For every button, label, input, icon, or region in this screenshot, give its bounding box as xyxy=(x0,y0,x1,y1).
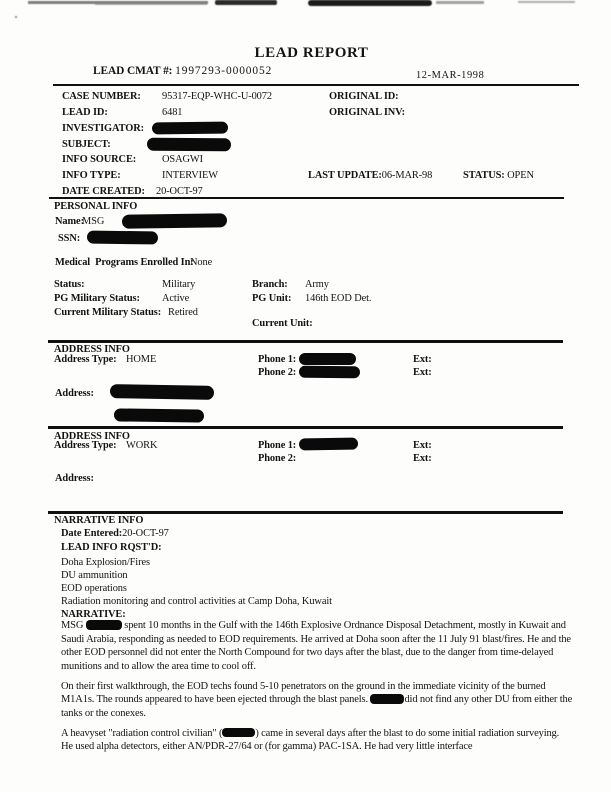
ext2-label-work: Ext: xyxy=(413,453,432,464)
status-value-personal: Military xyxy=(162,279,196,290)
redaction-inline xyxy=(370,694,404,704)
scan-artifact xyxy=(518,1,575,3)
phone1-label-home: Phone 1: xyxy=(258,354,297,365)
ext1-label-work: Ext: xyxy=(413,440,432,451)
address-label-home: Address: xyxy=(55,388,94,399)
investigator-label: INVESTIGATOR: xyxy=(62,123,145,134)
info-source-value: OSAGWI xyxy=(162,154,203,165)
lead-cmat-label: LEAD CMAT #: xyxy=(93,65,173,77)
lead-item: DU ammunition xyxy=(61,570,128,581)
original-id-label: ORIGINAL ID: xyxy=(329,91,399,102)
page-title: LEAD REPORT xyxy=(254,45,369,61)
address-type-label-home: Address Type: xyxy=(54,354,117,365)
medical-programs-label: Medical Programs Enrolled In: xyxy=(55,257,194,268)
redaction-investigator xyxy=(152,122,228,135)
branch-value: Army xyxy=(305,279,329,290)
name-label: Name: xyxy=(55,216,84,227)
address-type-label-work: Address Type: xyxy=(54,440,117,451)
narrative-text xyxy=(61,619,573,760)
medical-programs-value: None xyxy=(190,257,213,268)
address-home-header: ADDRESS INFO xyxy=(54,344,130,355)
ext2-label-home: Ext: xyxy=(413,367,432,378)
pg-unit-value: 146th EOD Det. xyxy=(305,293,372,304)
redaction-subject xyxy=(147,138,231,152)
narrative-label: NARRATIVE: xyxy=(61,609,126,620)
pg-military-status-label: PG Military Status: xyxy=(54,293,140,304)
section-rule xyxy=(48,340,563,343)
section-rule xyxy=(48,511,563,514)
address-work-header: ADDRESS INFO xyxy=(54,431,130,442)
status-label: STATUS: xyxy=(463,170,505,181)
pg-military-status-value: Active xyxy=(162,293,190,304)
narrative-paragraph: On their first walkthrough, the EOD techs found 5-10 penetrators on the ground in the immediate vicinity of the burned M1A1s. The rounds appeared to have been ejected through the blast panels. did not find any other DU from either the tanks or the conexes. xyxy=(61,680,573,719)
lead-id-label: LEAD ID: xyxy=(62,107,108,118)
address-type-value-home: HOME xyxy=(126,354,157,365)
redaction-inline xyxy=(86,620,122,630)
scan-artifact xyxy=(95,3,207,5)
report-date: 12-MAR-1998 xyxy=(416,70,485,81)
scan-artifact xyxy=(308,0,432,6)
redaction-work-phone1 xyxy=(299,438,358,451)
lead-item: Doha Explosion/Fires xyxy=(61,557,150,568)
redaction-ssn xyxy=(87,231,158,245)
redaction-inline xyxy=(222,728,255,738)
date-entered-value: 20-OCT-97 xyxy=(122,528,169,539)
address-label-work: Address: xyxy=(55,473,94,484)
redaction-home-phone2 xyxy=(299,366,360,378)
current-unit-label: Current Unit: xyxy=(252,318,313,329)
ext1-label-home: Ext: xyxy=(413,354,432,365)
current-military-status-value: Retired xyxy=(168,307,198,318)
section-rule xyxy=(48,426,563,429)
redaction-name xyxy=(122,213,227,228)
case-number-value: 95317-EQP-WHC-U-0072 xyxy=(162,91,272,102)
status-label-personal: Status: xyxy=(54,279,85,290)
lead-info-rqstd-label: LEAD INFO RQST'D: xyxy=(61,542,162,553)
subject-label: SUBJECT: xyxy=(62,139,111,150)
redaction-home-address-2 xyxy=(114,408,204,422)
redaction-home-address-1 xyxy=(110,384,214,399)
date-entered-label: Date Entered: xyxy=(61,528,123,539)
redaction-home-phone1 xyxy=(299,353,356,365)
lead-cmat-value: 1997293-0000052 xyxy=(175,65,273,77)
date-created-label: DATE CREATED: xyxy=(62,186,145,197)
phone2-label-home: Phone 2: xyxy=(258,367,297,378)
info-type-value: INTERVIEW xyxy=(162,170,218,181)
status-value: OPEN xyxy=(507,170,534,181)
narrative-paragraph: MSG spent 10 months in the Gulf with the 146th Explosive Ordnance Disposal Detachment, mostly in Kuwait and Saudi Arabia, responding as needed to EOD requirements. He arrived at Doha soon after the 11 July 91 blast/fires. He and the other EOD personnel did not enter the North Compound for two days after the blast, due to the danger from time-delayed munitions and to allow the area time to cool off. xyxy=(61,620,571,672)
lead-item: Radiation monitoring and control activities at Camp Doha, Kuwait xyxy=(61,596,332,607)
lead-item: EOD operations xyxy=(61,583,127,594)
last-update-value: 06-MAR-98 xyxy=(381,170,433,181)
phone1-label-work: Phone 1: xyxy=(258,440,297,451)
original-inv-label: ORIGINAL INV: xyxy=(329,107,405,118)
current-military-status-label: Current Military Status: xyxy=(54,307,162,318)
phone2-label-work: Phone 2: xyxy=(258,453,297,464)
narrative-paragraph: A heavyset "radiation control civilian" ( ) came in several days after the blast to do some initial radiation surveying. He used alpha detectors, either AN/PDR-27/64 or (for gamma) PAC-1SA. He had very little interface xyxy=(61,727,560,752)
address-type-value-work: WORK xyxy=(126,440,158,451)
branch-label: Branch: xyxy=(252,279,288,290)
name-value: MSG xyxy=(82,216,105,227)
case-number-label: CASE NUMBER: xyxy=(62,91,141,102)
pg-unit-label: PG Unit: xyxy=(252,293,292,304)
scan-artifact xyxy=(436,1,484,4)
info-type-label: INFO TYPE: xyxy=(62,170,121,181)
info-source-label: INFO SOURCE: xyxy=(62,154,137,165)
scan-artifact xyxy=(215,0,277,5)
scan-speck xyxy=(15,16,17,18)
narrative-info-header: NARRATIVE INFO xyxy=(54,515,144,526)
ssn-label: SSN: xyxy=(58,233,81,244)
last-update-label: LAST UPDATE: xyxy=(308,170,382,181)
section-rule xyxy=(53,84,579,87)
personal-info-header: PERSONAL INFO xyxy=(54,201,138,212)
lead-id-value: 6481 xyxy=(162,107,183,118)
date-created-value: 20-OCT-97 xyxy=(156,186,203,197)
